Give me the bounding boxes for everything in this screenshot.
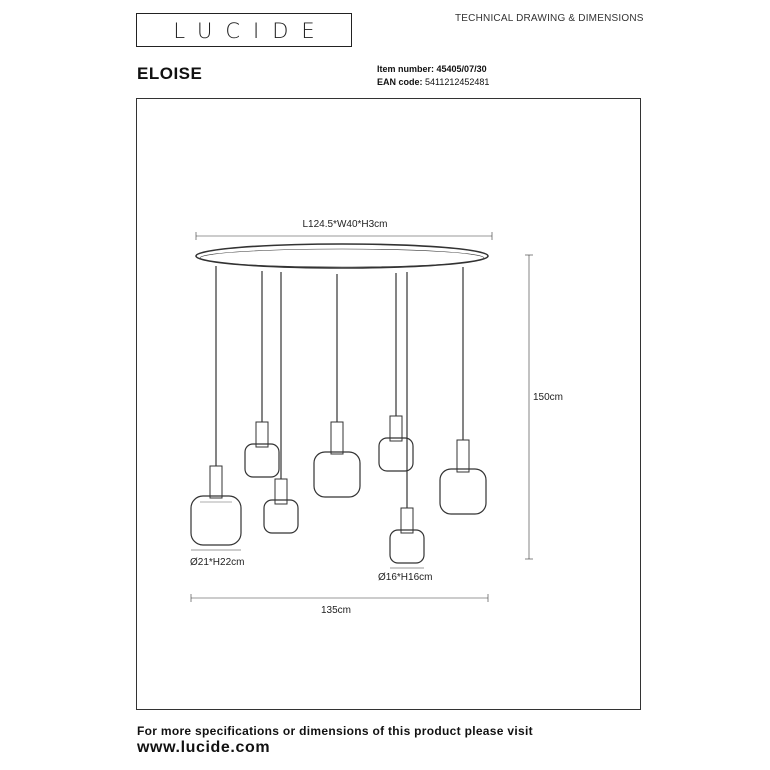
product-name: ELOISE <box>137 64 203 83</box>
pendant-small-lower-left <box>264 479 298 533</box>
footer-note: For more specifications or dimensions of this product please visit <box>137 724 533 738</box>
width-dimension-label: 135cm <box>320 605 352 616</box>
pendant-large-left <box>191 466 241 545</box>
pendant-small-lower-right <box>390 508 424 563</box>
ean-code-label: EAN code: <box>377 77 423 87</box>
document-title: TECHNICAL DRAWING & DIMENSIONS <box>455 13 644 24</box>
brand-logo-text: LUCIDE <box>173 19 328 43</box>
pendant-large-right <box>440 440 486 514</box>
item-number-label: Item number: <box>377 64 435 74</box>
item-number-value: 45405/07/30 <box>436 64 487 74</box>
ean-code-value: 5411212452481 <box>425 77 490 87</box>
canopy-dimension-label: L124.5*W40*H3cm <box>302 219 388 230</box>
footer-website-link[interactable]: www.lucide.com <box>137 739 271 756</box>
pendant-small-upper-left <box>245 422 279 477</box>
small-shade-dimension-label: Ø16*H16cm <box>378 572 433 583</box>
large-shade-dimension-label: Ø21*H22cm <box>190 557 245 568</box>
pendant-small-upper-right <box>379 416 413 471</box>
pendant-large-middle <box>314 422 360 497</box>
height-dimension-label: 150cm <box>533 392 564 403</box>
